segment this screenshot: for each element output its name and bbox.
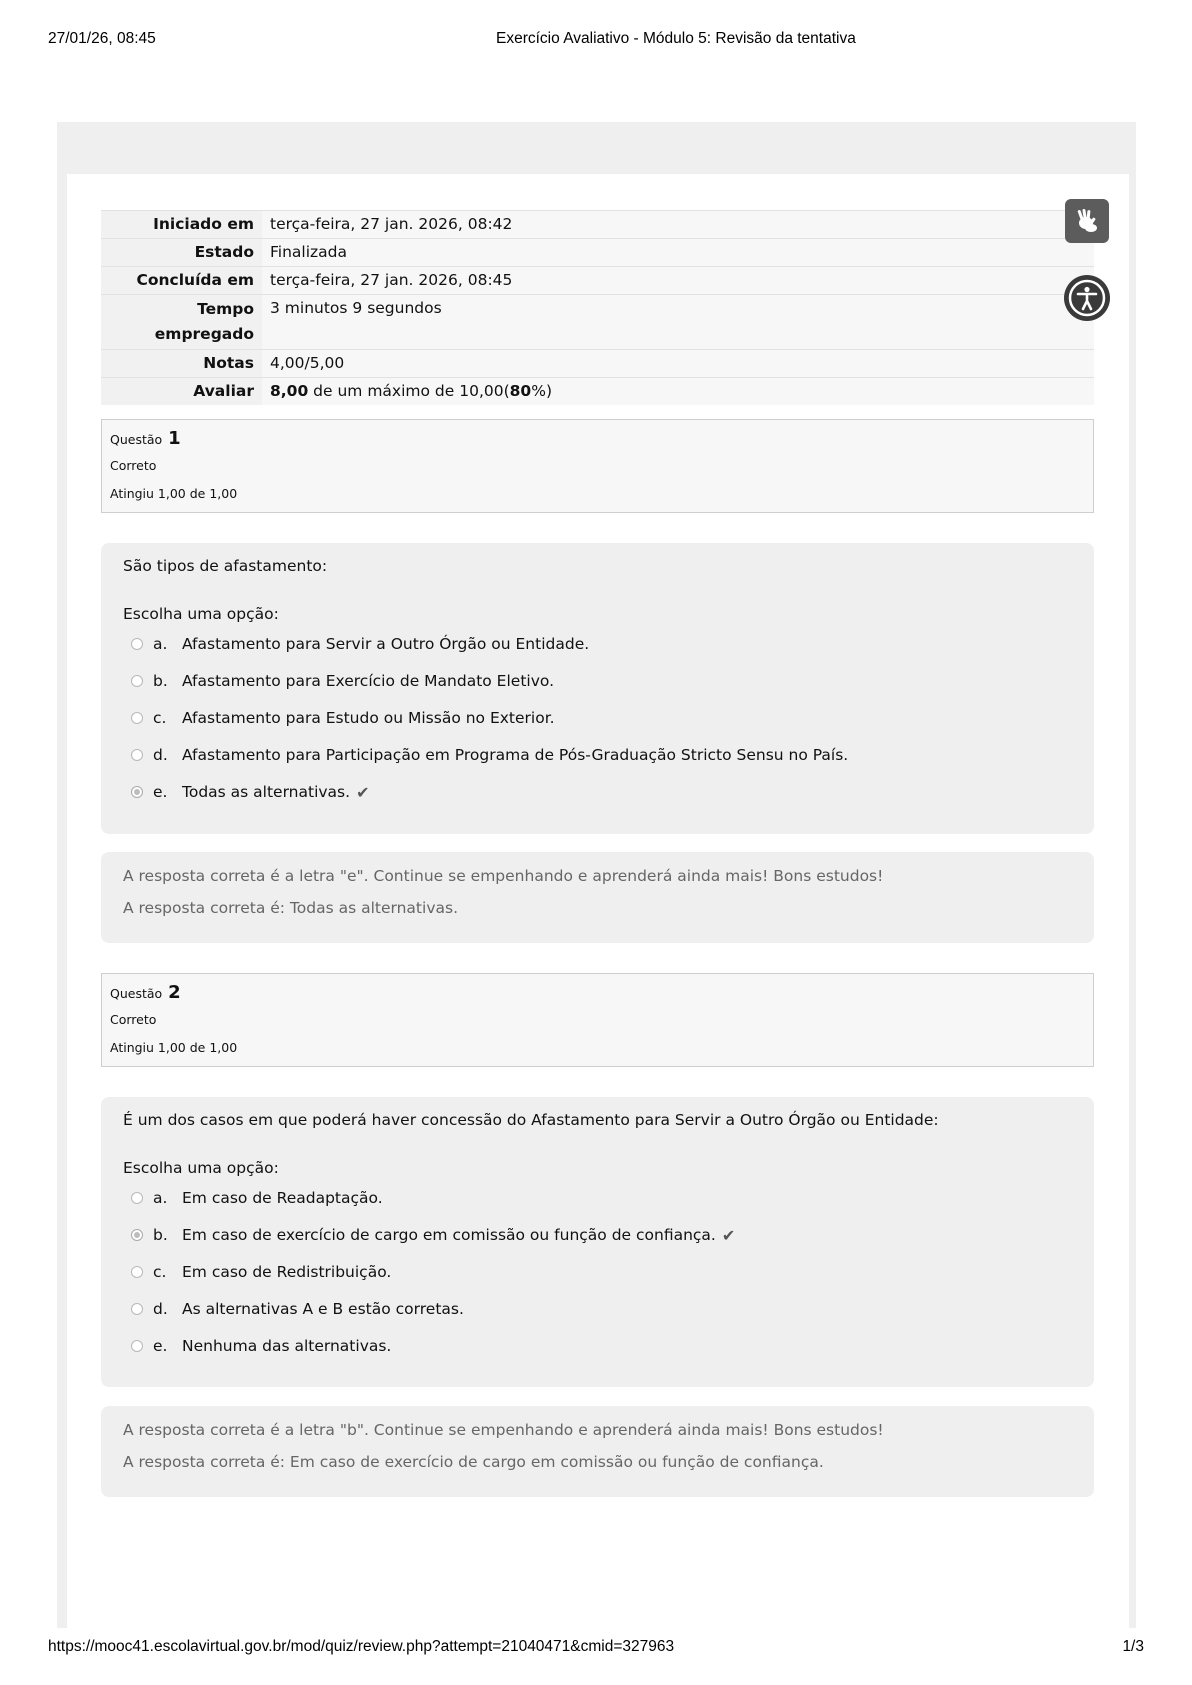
option-letter: a. xyxy=(153,1189,168,1207)
grade-value: 8,00 xyxy=(270,382,309,400)
question-text: São tipos de afastamento: xyxy=(123,557,328,575)
general-feedback: A resposta correta é a letra "e". Continue se empenhando e aprenderá ainda mais! Bons estudos! xyxy=(123,867,884,885)
print-title: Exercício Avaliativo - Módulo 5: Revisão da tentativa xyxy=(496,30,856,47)
question-2-content xyxy=(101,1097,1094,1387)
radio-button[interactable] xyxy=(131,1340,143,1352)
option-e[interactable] xyxy=(131,780,369,804)
summary-value: terça-feira, 27 jan. 2026, 08:45 xyxy=(262,267,1094,295)
summary-row-completed xyxy=(101,267,1094,295)
question-text: É um dos casos em que poderá haver concessão do Afastamento para Servir a Outro Órgão ou Entidade: xyxy=(123,1111,939,1129)
option-text: Em caso de Readaptação. xyxy=(182,1189,383,1207)
radio-button[interactable] xyxy=(131,675,143,687)
option-letter: a. xyxy=(153,635,168,653)
summary-row-marks xyxy=(101,350,1094,378)
option-letter: b. xyxy=(153,672,168,690)
summary-row-time-taken xyxy=(101,295,1094,350)
question-number-value: 2 xyxy=(168,982,181,1003)
grade-end: %) xyxy=(531,382,552,400)
question-label: Questão xyxy=(110,986,163,1001)
radio-button[interactable] xyxy=(131,712,143,724)
summary-row-state xyxy=(101,239,1094,267)
question-number-value: 1 xyxy=(168,428,181,449)
general-feedback: A resposta correta é a letra "b". Continue se empenhando e aprenderá ainda mais! Bons estudos! xyxy=(123,1421,884,1439)
question-label: Questão xyxy=(110,432,163,447)
option-text: Afastamento para Exercício de Mandato Eletivo. xyxy=(182,672,555,690)
option-c[interactable] xyxy=(131,1260,391,1284)
summary-label: Avaliar xyxy=(101,378,262,406)
question-2-info xyxy=(101,973,1094,1067)
option-text: Em caso de Redistribuição. xyxy=(182,1263,392,1281)
option-letter: c. xyxy=(153,1263,167,1281)
sign-language-icon[interactable] xyxy=(1065,199,1109,243)
summary-label: Notas xyxy=(101,350,262,378)
option-text: Afastamento para Servir a Outro Órgão ou Entidade. xyxy=(182,635,590,653)
option-e[interactable] xyxy=(131,1334,391,1358)
question-1-info xyxy=(101,419,1094,513)
option-text: Em caso de exercício de cargo em comissão ou função de confiança. xyxy=(182,1226,716,1244)
option-text: As alternativas A e B estão corretas. xyxy=(182,1300,464,1318)
summary-label: Iniciado em xyxy=(101,211,262,239)
print-datetime: 27/01/26, 08:45 xyxy=(48,30,156,47)
choose-prompt: Escolha uma opção: xyxy=(123,605,279,623)
question-state: Correto xyxy=(110,1012,157,1027)
radio-button-selected[interactable] xyxy=(131,786,143,798)
summary-value: terça-feira, 27 jan. 2026, 08:42 xyxy=(262,211,1094,239)
option-text: Todas as alternativas. xyxy=(182,783,351,801)
option-a[interactable] xyxy=(131,1186,383,1210)
radio-button[interactable] xyxy=(131,1266,143,1278)
radio-button-selected[interactable] xyxy=(131,1229,143,1241)
summary-label: Concluída em xyxy=(101,267,262,295)
print-footer xyxy=(0,1638,1192,1660)
option-text: Afastamento para Participação em Programa de Pós-Graduação Stricto Sensu no País. xyxy=(182,746,849,764)
option-letter: b. xyxy=(153,1226,168,1244)
option-b[interactable] xyxy=(131,1223,735,1247)
question-state: Correto xyxy=(110,458,157,473)
check-icon: ✔ xyxy=(356,782,370,802)
choose-prompt: Escolha uma opção: xyxy=(123,1159,279,1177)
radio-button[interactable] xyxy=(131,1303,143,1315)
option-c[interactable] xyxy=(131,706,555,730)
radio-button[interactable] xyxy=(131,638,143,650)
attempt-summary-table xyxy=(101,210,1094,405)
option-d[interactable] xyxy=(131,743,848,767)
question-number xyxy=(110,428,181,449)
question-grade: Atingiu 1,00 de 1,00 xyxy=(110,1040,238,1055)
grade-mid: de um máximo de 10,00( xyxy=(308,382,510,400)
summary-value xyxy=(262,378,1094,406)
print-page-number: 1/3 xyxy=(1122,1638,1144,1655)
print-url: https://mooc41.escolavirtual.gov.br/mod/quiz/review.php?attempt=21040471&cmid=327963 xyxy=(48,1638,675,1655)
summary-label: Estado xyxy=(101,239,262,267)
question-1-feedback xyxy=(101,852,1094,943)
radio-button[interactable] xyxy=(131,1192,143,1204)
option-text: Nenhuma das alternativas. xyxy=(182,1337,392,1355)
option-text: Afastamento para Estudo ou Missão no Exterior. xyxy=(182,709,555,727)
accessibility-icon[interactable] xyxy=(1064,275,1110,321)
summary-row-started xyxy=(101,211,1094,239)
right-answer: A resposta correta é: Em caso de exercício de cargo em comissão ou função de confiança. xyxy=(123,1453,824,1471)
option-a[interactable] xyxy=(131,632,589,656)
summary-value: 4,00/5,00 xyxy=(262,350,1094,378)
summary-value: Finalizada xyxy=(262,239,1094,267)
right-answer: A resposta correta é: Todas as alternativas. xyxy=(123,899,458,917)
question-grade: Atingiu 1,00 de 1,00 xyxy=(110,486,238,501)
radio-button[interactable] xyxy=(131,749,143,761)
question-2-feedback xyxy=(101,1406,1094,1497)
summary-label: Tempo empregado xyxy=(101,295,262,350)
option-letter: d. xyxy=(153,746,168,764)
option-b[interactable] xyxy=(131,669,554,693)
grade-percent: 80 xyxy=(509,382,532,400)
print-header xyxy=(0,30,1192,52)
option-letter: e. xyxy=(153,1337,168,1355)
option-letter: e. xyxy=(153,783,168,801)
option-letter: c. xyxy=(153,709,167,727)
summary-value: 3 minutos 9 segundos xyxy=(262,295,1094,350)
option-d[interactable] xyxy=(131,1297,464,1321)
check-icon: ✔ xyxy=(721,1225,736,1245)
summary-row-grade xyxy=(101,378,1094,406)
question-number xyxy=(110,982,181,1003)
question-1-content xyxy=(101,543,1094,834)
option-letter: d. xyxy=(153,1300,168,1318)
